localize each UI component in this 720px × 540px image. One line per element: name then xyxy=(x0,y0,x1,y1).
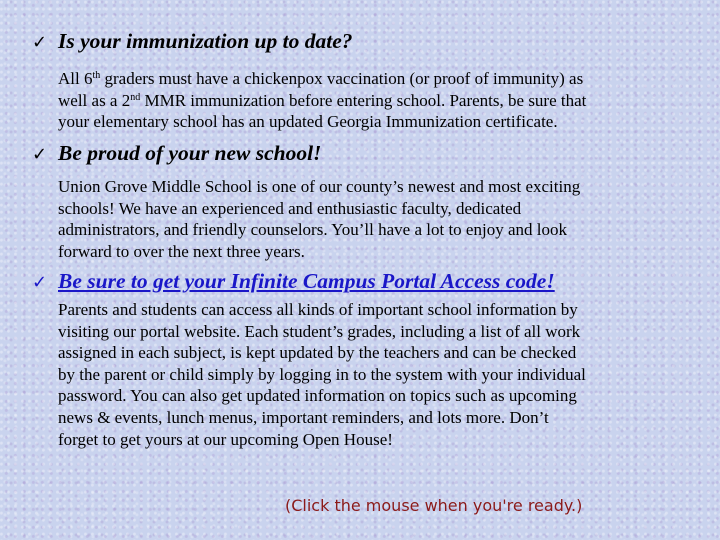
paragraph-school xyxy=(58,176,698,262)
paragraph-line: by the parent or child simply by logging in to the system with your individual xyxy=(58,364,586,384)
paragraph-line: Union Grove Middle School is one of our county’s newest and most exciting xyxy=(58,177,581,196)
paragraph-line: password. You can also get updated information on topics such as upcoming xyxy=(58,386,577,406)
paragraph-line: administrators, and friendly counselors. You’ll have a lot to enjoy and look xyxy=(58,220,567,240)
section-heading-proud xyxy=(32,143,321,165)
checkmark-icon: ✓ xyxy=(32,32,48,53)
section-heading-portal-link[interactable] xyxy=(32,271,555,293)
section-heading-immunization xyxy=(32,31,353,53)
paragraph-portal xyxy=(58,299,698,450)
checkmark-icon: ✓ xyxy=(32,272,48,293)
continue-prompt[interactable]: (Click the mouse when you're ready.) xyxy=(285,496,583,515)
paragraph-line: well as a 2nd MMR immunization before entering school. Parents, be sure that xyxy=(58,90,587,110)
heading-text: Be proud of your new school! xyxy=(58,141,322,165)
paragraph-line: All 6th graders must have a chickenpox vaccination (or proof of immunity) as xyxy=(58,69,584,88)
paragraph-line: assigned in each subject, is kept updated by the teachers and can be checked xyxy=(58,343,577,363)
paragraph-line: schools! We have an experienced and enthusiastic faculty, dedicated xyxy=(58,198,522,218)
heading-text: Is your immunization up to date? xyxy=(58,29,353,53)
paragraph-line: visiting our portal website. Each student’s grades, including a list of all work xyxy=(58,321,581,341)
paragraph-line: Parents and students can access all kinds of important school information by xyxy=(58,300,578,319)
paragraph-line: news & events, lunch menus, important reminders, and lots more. Don’t xyxy=(58,407,549,427)
paragraph-line: forget to get yours at our upcoming Open House! xyxy=(58,429,393,449)
paragraph-line: your elementary school has an updated Georgia Immunization certificate. xyxy=(58,112,558,132)
paragraph-immunization xyxy=(58,68,698,133)
portal-link-text[interactable]: Be sure to get your Infinite Campus Portal Access code! xyxy=(58,269,555,293)
paragraph-line: forward to over the next three years. xyxy=(58,241,305,261)
checkmark-icon: ✓ xyxy=(32,144,48,165)
